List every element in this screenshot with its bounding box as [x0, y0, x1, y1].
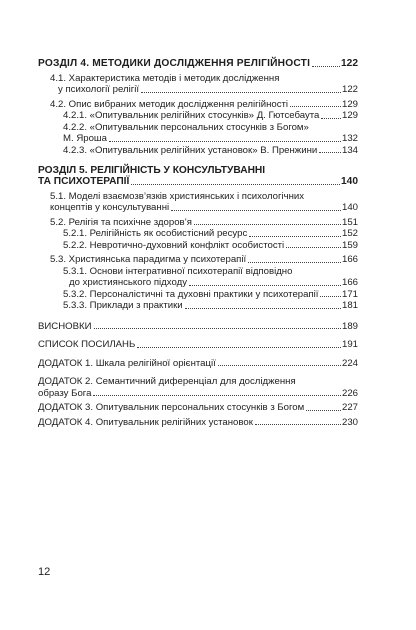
page-ref: 152 [341, 228, 358, 239]
page-ref: 140 [341, 176, 358, 187]
entry-line: ДОДАТОК 2. Семантичний диференціал для дослідження [38, 376, 296, 387]
toc-appendix-1[interactable] [38, 358, 358, 370]
leader-dots [248, 262, 341, 263]
entry-title: ДОДАТОК 4. Опитувальник релігійних установок [38, 416, 253, 428]
entry-title: ДОДАТОК 3. Опитувальник персональних стосунків з Богом [38, 402, 305, 413]
entry-title: 5.2.2. Невротично-духовний конфлікт особистості [63, 239, 285, 251]
entry-line: 5.3.1. Основи інтегративної психотерапії відповідно [63, 265, 293, 277]
toc-entry-5-2-1[interactable] [38, 228, 358, 240]
entry-title: 5.3.2. Персоналістичні та духовні практики у психотерапії [63, 288, 319, 300]
page-number: 12 [38, 566, 51, 578]
toc-entry-5-2-2[interactable] [38, 240, 358, 252]
leader-dots [93, 395, 341, 396]
toc-entry-4-1[interactable] [38, 73, 358, 96]
leader-dots [306, 410, 341, 411]
page-ref: 159 [341, 239, 358, 251]
leader-dots [218, 365, 341, 366]
entry-line: 5.1. Моделі взаємозв’язків християнських і психологічних [50, 190, 305, 202]
leader-dots [255, 424, 341, 425]
leader-dots [290, 106, 341, 107]
entry-title: СПИСОК ПОСИЛАНЬ [38, 339, 136, 350]
leader-dots [189, 285, 341, 286]
toc-chapter-4[interactable] [38, 58, 358, 70]
page-ref: 122 [341, 58, 358, 69]
toc-entry-5-3-2[interactable] [38, 289, 358, 301]
page-ref: 230 [341, 416, 358, 428]
entry-line: образу Бога [38, 387, 92, 399]
page-ref: 171 [341, 288, 358, 300]
leader-dots [194, 224, 341, 225]
page-ref: 129 [341, 110, 358, 121]
entry-title: 5.3.3. Приклади з практики [63, 300, 183, 311]
chapter-5-title-line: ТА ПСИХОТЕРАПІЇ [38, 176, 130, 187]
page-ref: 189 [341, 320, 358, 332]
leader-dots [141, 92, 341, 93]
toc-entry-4-2[interactable] [38, 99, 358, 111]
leader-dots [94, 328, 341, 329]
toc-appendix-4[interactable] [38, 417, 358, 429]
page-ref: 122 [341, 84, 358, 95]
leader-dots [286, 247, 341, 248]
toc-entry-5-1[interactable] [38, 191, 358, 214]
entry-line: 4.1. Характеристика методів і методик дослідження [50, 72, 280, 84]
chapter-4-label: РОЗДІЛ 4. [38, 58, 90, 69]
leader-dots [109, 141, 341, 142]
page-ref: 191 [341, 339, 358, 350]
entry-title: 4.2.3. «Опитувальник релігійних установок» В. Пренжини [63, 144, 318, 156]
leader-dots [312, 66, 340, 67]
page-ref: 224 [341, 357, 358, 369]
leader-dots [320, 296, 341, 297]
toc-appendix-3[interactable] [38, 402, 358, 414]
page-ref: 134 [341, 144, 358, 156]
toc-entry-4-2-2[interactable] [38, 122, 358, 145]
page-ref: 151 [341, 216, 358, 228]
entry-line: 4.2.2. «Опитувальник персональних стосунків з Богом» [63, 121, 309, 133]
entry-title: ВИСНОВКИ [38, 320, 92, 332]
entry-title: 5.2. Релігія та психічне здоров’я [50, 216, 192, 228]
table-of-contents [38, 58, 358, 428]
toc-references[interactable] [38, 339, 358, 351]
toc-entry-5-3[interactable] [38, 254, 358, 266]
page-ref: 166 [341, 254, 358, 265]
page-ref: 166 [341, 277, 358, 288]
entry-title: 4.2. Опис вибраних методик дослідження релігійності [50, 98, 289, 110]
leader-dots [321, 118, 341, 119]
page-ref: 227 [341, 402, 358, 413]
toc-entry-5-3-1[interactable] [38, 266, 358, 289]
chapter-4-title: МЕТОДИКИ ДОСЛІДЖЕННЯ РЕЛІГІЙНОСТІ [92, 58, 311, 69]
toc-conclusions[interactable] [38, 321, 358, 333]
toc-entry-5-2[interactable] [38, 217, 358, 229]
page-ref: 181 [341, 300, 358, 311]
toc-appendix-2[interactable] [38, 376, 358, 399]
page-ref: 129 [341, 98, 358, 110]
leader-dots [171, 210, 341, 211]
entry-title: 4.2.1. «Опитувальник релігійних стосунків» Д. Гютсебаута [63, 110, 320, 121]
page-ref: 226 [341, 387, 358, 399]
entry-line: концептів у консультуванні [50, 202, 170, 213]
leader-dots [131, 184, 340, 185]
leader-dots [137, 347, 341, 348]
chapter-5-title-line: РОЗДІЛ 5. РЕЛІГІЙНІСТЬ У КОНСУЛЬТУВАННІ [38, 165, 266, 176]
toc-entry-4-2-3[interactable] [38, 145, 358, 157]
leader-dots [249, 236, 341, 237]
page-ref: 132 [341, 133, 358, 144]
entry-title: 5.3. Християнська парадигма у психотерапії [50, 254, 247, 265]
toc-entry-4-2-1[interactable] [38, 110, 358, 122]
entry-title: ДОДАТОК 1. Шкала релігійної орієнтації [38, 357, 216, 369]
leader-dots [185, 308, 341, 309]
leader-dots [319, 152, 341, 153]
toc-entry-5-3-3[interactable] [38, 300, 358, 312]
entry-line: М. Яроша [63, 133, 107, 144]
page-ref: 140 [341, 202, 358, 213]
entry-title: 5.2.1. Релігійність як особистісний ресурс [63, 228, 248, 239]
entry-line: у психології релігії [58, 84, 140, 95]
toc-chapter-5[interactable] [38, 165, 358, 188]
entry-line: до християнського підходу [69, 277, 187, 288]
